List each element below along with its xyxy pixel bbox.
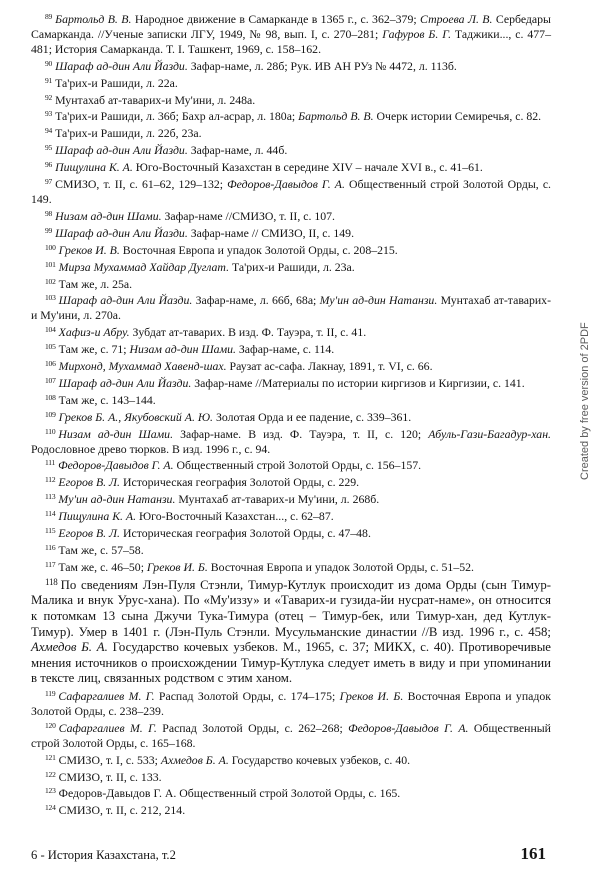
footnote-text: Государство кочевых узбеков. М., 1965, с. 37; МИКХ, с. 40). Противоречивые мнения источников о происхождении Тимур-Кутлука следует иметь в виду и при упоминании в тексте лиц, связанных родством с этим ханом. [31,640,551,686]
footnote [31,391,551,408]
footnote-author: Греков Б. А., Якубовский А. Ю. [58,409,214,424]
footnote-author: Низам ад-дин Шами. [58,426,174,441]
footnote-text: Зубдат ат-таварих. В изд. Ф. Тауэра, т. II, с. 41. [129,325,367,340]
footnote-text: Зафар-наме. В изд. Ф. Тауэра, т. II, с. 120; [173,426,429,441]
footnote-text: Там же, с. 46–50; [58,559,147,574]
footnote-number: 114 [45,509,56,519]
footnote [31,141,551,158]
footnote-text: Восточная Европа и упадок Золотой Орды, с. 208–215. [119,242,398,257]
footnote-text: Там же, с. 71; [58,342,130,357]
footnote-author: Шараф ад-дин Али Йазди. [58,293,193,308]
footnote-text: Государство кочевых узбеков, с. 40. [228,752,411,767]
footnote-text: Распад Золотой Орды, с. 174–175; [154,688,340,703]
footnote [31,241,551,258]
footnote [31,575,551,687]
footnote-text: Федоров-Давыдов Г. А. Общественный строй Золотой Орды, с. 165. [58,786,401,801]
footnote [31,275,551,292]
footnote-text: Зафар-наме, с. 114. [235,342,335,357]
footnote-author: Егоров В. Л. [58,526,120,541]
footnote-author: Низам ад-дин Шами. [55,208,162,223]
footnote-text: По сведениям Лэн-Пуля Стэнли, Тимур-Кутлук происходит из дома Орды (сын Тимур-Малика и внук Урус-хана). По «Му'иззу» и «Таварих-и гузида-йи нусрат-наме», он относится к потомкам 13 сына Джучи Тука-Тимура (отец – Тимур-бек, или Тимур-хан, дед Кутлук-Тимур). Умер в 1401 г. (Лэн-Пуль Стэнли. Мусульманские династии //В изд. 1996 г., с. 458; [31,577,551,639]
footnote-text: Та'рих-и Рашиди, л. 36б; Бахр ал-асрар, л. 180а; [55,109,299,124]
footnote [31,91,551,108]
footnote-author: Гафуров Б. Г. [382,26,452,41]
footnote-author: Хафиз-и Абру. [58,325,130,340]
footnote [31,524,551,541]
footnote [31,258,551,275]
footnote-author: Греков И. В. [58,242,120,257]
footnote-author: Федоров-Давыдов Г. А. [58,458,174,473]
footnote-author: Федоров-Давыдов Г. А. [227,177,345,192]
footnote-number: 121 [45,752,56,762]
footnote-number: 104 [45,325,56,335]
footnote-text: Та'рих-и Рашиди, л. 23а. [229,259,355,274]
footnote [31,10,551,57]
footnote-text: Зафар-наме // СМИЗО, II, с. 149. [187,225,355,240]
footnote-number: 123 [45,786,56,796]
footnote [31,507,551,524]
footnote-number: 96 [45,160,53,170]
footnote-text: Народное движение в Самарканде в 1365 г., с. 362–379; [131,12,421,26]
footnote-text: Восточная Европа и упадок Золотой Орды, с. 238–239. [31,688,551,718]
footnote-text: Историческая география Золотой Орды, с. 229. [120,475,360,490]
footnote-number: 105 [45,342,56,352]
footnote [31,340,551,357]
footnote-text: Раузат ас-сафа. Лакнау, 1891, т. VI, с. 66. [226,359,433,374]
footnote-author: Му'ин ад-дин Натанзи. [319,293,438,308]
footnote-author: Ахмедов Б. А. [31,640,108,655]
footnote-author: Бартольд В. В. [55,12,132,26]
footnote-text: Юго-Восточный Казахстан..., с. 62–87. [136,509,334,524]
footnote [31,425,551,457]
footnote-author: Шараф ад-дин Али Йазди. [55,225,188,240]
footnote-author: Сафаргалиев М. Г. [58,720,157,735]
footnote [31,687,551,719]
footnote-text: Та'рих-и Рашиди, л. 22б, 23а. [55,126,202,141]
footnote-number: 94 [45,126,53,136]
footnote-text: Сербедары Самарканда. //Ученые записки ЛГУ, 1949, № 98, вып. I, с. 270–281; [31,12,551,41]
footnote [31,541,551,558]
footnote-text: Очерк истории Семиречья, с. 82. [373,109,542,124]
footnote-author: Шараф ад-дин Али Йазди. [55,58,188,73]
footnote [31,719,551,751]
footnote-author: Шараф ад-дин Али Йазди. [55,143,188,158]
footnote-number: 119 [45,688,56,698]
footnote [31,57,551,74]
footnote-author: Строева Л. В. [420,12,493,26]
footnote-text: Мунтахаб ат-таварих-и Му'ини, л. 270а. [31,293,552,323]
footnote-number: 103 [45,293,56,303]
footnote-author: Низам ад-дин Шами. [129,342,236,357]
footnote-author: Му'ин ад-дин Натанзи. [58,492,176,507]
footnote [31,558,551,575]
footnote-text: Та'рих-и Рашиди, л. 22а. [55,75,178,90]
footnote-text: Зафар-наме, л. 28б; Рук. ИВ АН РУз № 4472, л. 113б. [187,58,457,73]
footnote [31,784,551,801]
footnote-text: Общественный строй Золотой Орды, с. 156–157. [173,458,422,473]
footnote [31,207,551,224]
footnote [31,473,551,490]
footnote-number: 107 [45,375,56,385]
footnote-author: Пищулина К. А. [58,509,137,524]
footnote [31,323,551,340]
footnote-author: Шараф ад-дин Али Йазди. [58,375,192,390]
footnote-number: 106 [45,359,56,369]
footnote-text: СМИЗО, т. II, с. 133. [58,769,162,784]
footnote-author: Мирза Мухаммад Хайдар Дуглат. [58,259,230,274]
footnote-text: Зафар-наме //Материалы по истории киргизов и Киргизии, с. 141. [191,375,525,390]
footnote-text: СМИЗО, т. I, с. 533; [58,752,161,767]
footnote-number: 115 [45,526,56,536]
footnote-number: 89 [45,12,53,21]
footnotes-list [31,10,551,818]
footnote-number: 101 [45,259,56,269]
footnote-author: Егоров В. Л. [58,475,120,490]
footnote-number: 109 [45,409,56,419]
footnote-author: Греков И. Б. [146,559,208,574]
footnote [31,175,551,207]
footnote-number: 113 [45,492,56,502]
footnote-author: Федоров-Давыдов Г. А. [348,720,469,735]
footnote-text: Распад Золотой Орды, с. 262–268; [156,720,349,735]
footnote-number: 111 [45,458,56,468]
watermark-text: Created by free version of 2PDF [579,322,591,480]
footnote-text: Общественный строй Золотой Орды, с. 149. [31,177,552,206]
footnote [31,124,551,141]
page-number: 161 [520,844,546,863]
footnote [31,357,551,374]
footnote [31,74,551,91]
footnote [31,158,551,175]
footnote-text: Зафар-наме, л. 66б, 68а; [192,293,320,308]
footnote [31,408,551,425]
footnote-number: 102 [45,276,56,286]
footnote [31,768,551,785]
footnote-text: Юго-Восточный Казахстан в середине XIV – начале XVI в., с. 41–61. [132,160,483,175]
footnote-author: Пищулина К. А. [55,160,133,175]
footnote-text: Таджики..., с. 477–481; История Самарканда. Т. I. Ташкент, 1969, с. 158–162. [31,26,551,56]
footnote-text: Там же, л. 25а. [58,276,133,291]
footnote-number: 122 [45,769,56,779]
footnote [31,224,551,241]
footnote-number: 108 [45,392,56,402]
footnote-text: Зафар-наме, л. 44б. [187,143,288,158]
footnote-text: Мунтахаб ат-таварих-и Му'ини, л. 248а. [55,92,256,107]
footnote-text: Золотая Орда и ее падение, с. 339–361. [213,409,412,424]
footnote [31,374,551,391]
footnote [31,490,551,507]
footnote [31,801,551,818]
page-footer [31,844,549,868]
footnote-text: Историческая география Золотой Орды, с. 47–48. [120,526,371,541]
footnote-number: 112 [45,475,56,485]
footnote-number: 120 [45,720,56,730]
footnote-number: 92 [45,92,53,102]
footnote-text: СМИЗО, т. II, с. 212, 214. [58,803,186,818]
footnote-author: Сафаргалиев М. Г. [58,688,155,703]
footnote-author: Ахмедов Б. А. [160,752,229,767]
footnote-number: 124 [45,803,56,813]
footnote [31,751,551,768]
footnote-text: Общественный строй Золотой Орды, с. 165–168. [31,720,551,750]
footnote [31,456,551,473]
footnote-number: 98 [45,208,53,218]
footnote-number: 118 [45,576,58,587]
footnote-text: СМИЗО, т. II, с. 61–62, 129–132; [55,177,228,192]
footnote-text: Родословное древо тюрков. В изд. 1996 г., с. 94. [31,441,271,456]
footnote-number: 93 [45,109,53,119]
footnote-author: Мирхонд, Мухаммад Хавенд-шах. [58,359,227,374]
footnote-number: 99 [45,225,53,235]
footnote-text: Зафар-наме //СМИЗО, т. II, с. 107. [161,208,336,223]
watermark [576,200,594,480]
footnote [31,291,551,323]
footnote-number: 91 [45,75,53,85]
footnote-text: Восточная Европа и упадок Золотой Орды, с. 51–52. [207,559,474,574]
footnote [31,107,551,124]
footnote-number: 100 [45,242,56,252]
footnote-author: Греков И. Б. [339,688,404,703]
footnote-number: 90 [45,58,53,68]
footnote-number: 117 [45,559,56,569]
footnote-number: 97 [45,177,53,187]
footnote-number: 116 [45,543,56,552]
footnote-text: Там же, с. 57–58. [58,543,144,557]
footer-caption: 6 - История Казахстана, т.2 [31,848,176,862]
footnote-author: Бартольд В. В. [298,109,374,124]
footnote-text: Там же, с. 143–144. [58,392,156,407]
footnote-author: Абуль-Гази-Багадур-хан. [428,426,552,441]
footnote-text: Мунтахаб ат-таварих-и Му'ини, л. 268б. [175,492,380,507]
footnote-number: 95 [45,143,53,153]
footnote-number: 110 [45,426,56,436]
